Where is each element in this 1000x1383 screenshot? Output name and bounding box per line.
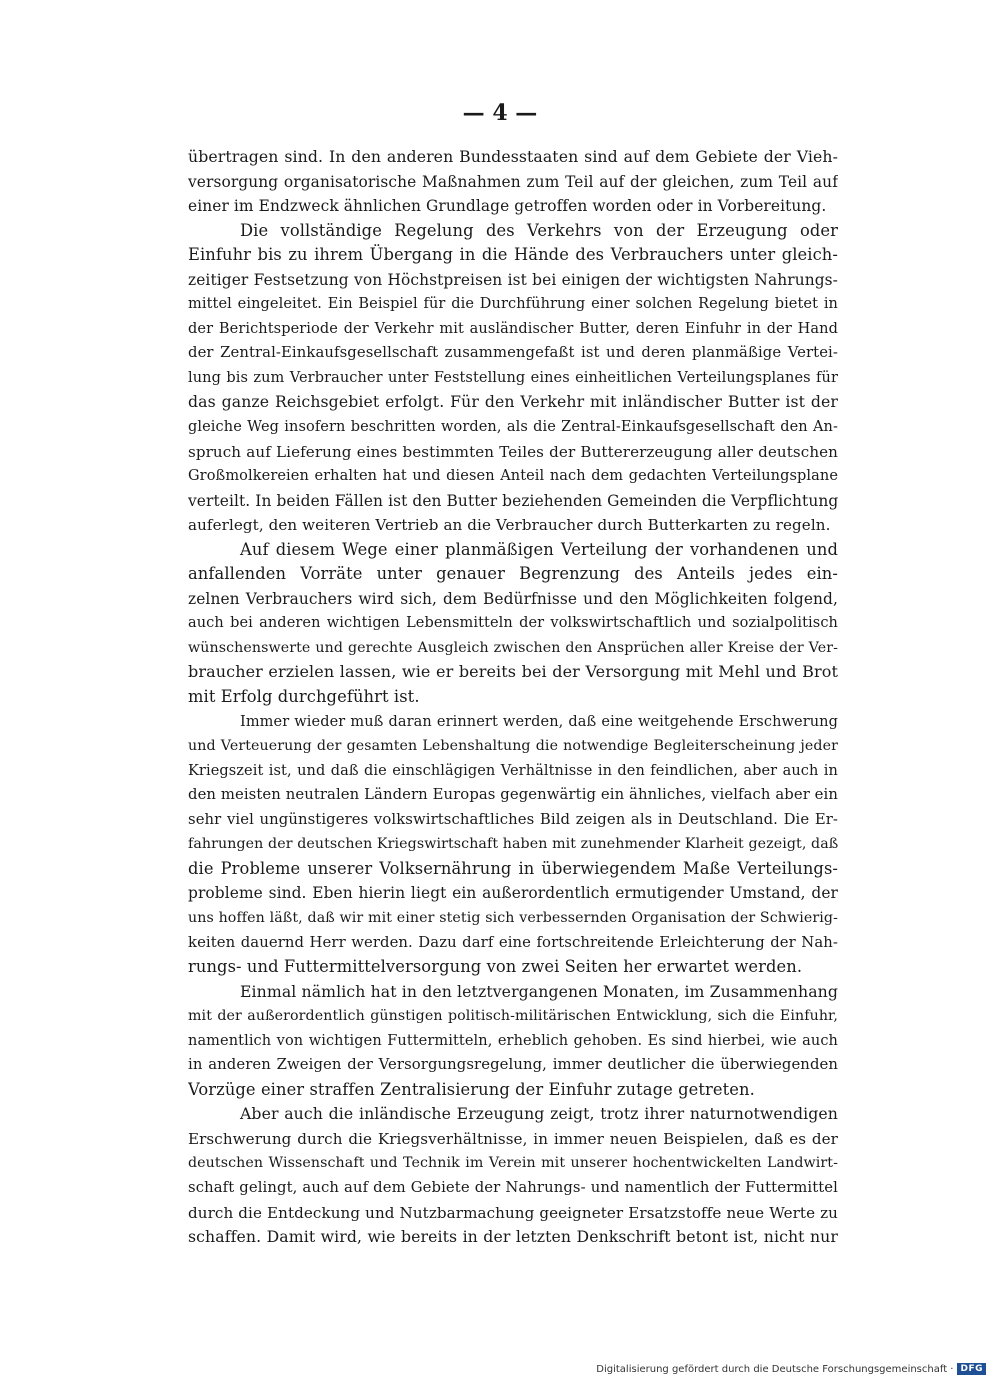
page-number: — 4 — <box>462 100 538 126</box>
text-line: mit Erfolg durchgeführt ist. <box>188 687 420 707</box>
text-line: fahrungen der deutschen Kriegswirtschaft haben mit zunehmender Klarheit gezeigt, daß <box>188 836 838 853</box>
text-line: Kriegszeit ist, und daß die einschlägigen Verhältnisse in den feindlichen, aber auch in <box>188 762 838 779</box>
text-line: Vorzüge einer straffen Zentralisierung der Einfuhr zutage getreten. <box>188 1079 755 1099</box>
text-line: durch die Entdeckung und Nutzbarmachung geeigneter Ersatzstoffe neue Werte zu <box>188 1203 838 1222</box>
text-line: keiten dauernd Herr werden. Dazu darf eine fortschreitende Erleichterung der Nah- <box>188 933 838 951</box>
text-line: übertragen sind. In den anderen Bundesstaaten sind auf dem Gebiete der Vieh- <box>188 147 838 166</box>
text-line: der Berichtsperiode der Verkehr mit ausländischer Butter, deren Einfuhr in der Hand <box>188 320 838 337</box>
text-line: Auf diesem Wege einer planmäßigen Verteilung der vorhandenen und <box>240 539 838 559</box>
body-text <box>188 145 838 1250</box>
text-line: deutschen Wissenschaft und Technik im Verein mit unserer hochentwickelten Landwirt- <box>188 1155 838 1172</box>
text-line: sehr viel ungünstigeres volkswirtschaftliches Bild zeigen als in Deutschland. Die Er- <box>188 810 838 828</box>
footer <box>596 1363 986 1375</box>
text-line: Die vollständige Regelung des Verkehrs von der Erzeugung oder <box>240 220 838 240</box>
text-line: in anderen Zweigen der Versorgungsregelung, immer deutlicher die überwiegenden <box>188 1056 838 1074</box>
text-line: schaffen. Damit wird, wie bereits in der letzten Denkschrift betont ist, nicht nur <box>188 1227 838 1247</box>
text-line: anfallenden Vorräte unter genauer Begrenzung des Anteils jedes ein- <box>188 564 838 584</box>
text-line: zeitiger Festsetzung von Höchstpreisen ist bei einigen der wichtigsten Nahrungs- <box>188 270 838 289</box>
dfg-logo: DFG <box>957 1363 986 1375</box>
text-line: braucher erzielen lassen, wie er bereits bei der Versorgung mit Mehl und Brot <box>188 662 838 682</box>
text-line: Immer wieder muß daran erinnert werden, daß eine weitgehende Erschwerung <box>240 713 838 730</box>
text-line: spruch auf Lieferung eines bestimmten Teiles der Buttererzeugung aller deutschen <box>188 442 838 461</box>
text-line: den meisten neutralen Ländern Europas gegenwärtig ein ähnliches, vielfach aber ein <box>188 786 838 804</box>
text-line: einer im Endzweck ähnlichen Grundlage getroffen worden oder in Vorbereitung. <box>188 197 827 216</box>
text-line: probleme sind. Eben hierin liegt ein außerordentlich ermutigender Umstand, der <box>188 884 838 903</box>
text-line: auch bei anderen wichtigen Lebensmitteln der volkswirtschaftlich und sozialpolitisch <box>188 615 838 632</box>
text-line: namentlich von wichtigen Futtermitteln, erheblich gehoben. Es sind hierbei, wie auch <box>188 1032 838 1049</box>
text-line: der Zentral-Einkaufsgesellschaft zusammengefaßt ist und deren planmäßige Vertei- <box>188 344 838 362</box>
text-line: lung bis zum Verbraucher unter Feststellung eines einheitlichen Verteilungsplanes für <box>188 369 838 386</box>
text-line: Großmolkereien erhalten hat und diesen Anteil nach dem gedachten Verteilungsplane <box>188 468 838 485</box>
text-line: Einmal nämlich hat in den letztvergangenen Monaten, im Zusammenhang <box>240 981 838 1001</box>
text-line: versorgung organisatorische Maßnahmen zum Teil auf der gleichen, zum Teil auf <box>188 172 838 191</box>
text-line: mittel eingeleitet. Ein Beispiel für die Durchführung einer solchen Regelung bietet in <box>188 296 838 313</box>
text-line: Aber auch die inländische Erzeugung zeigt, trotz ihrer naturnotwendigen <box>240 1104 838 1124</box>
text-line: uns hoffen läßt, daß wir mit einer stetig sich verbessernden Organisation der Schwierig- <box>188 909 838 926</box>
text-line: verteilt. In beiden Fällen ist den Butter beziehenden Gemeinden die Verpflichtung <box>188 491 838 510</box>
text-line: das ganze Reichsgebiet erfolgt. Für den Verkehr mit inländischer Butter ist der <box>188 392 838 412</box>
footer-credit: Digitalisierung gefördert durch die Deutsche Forschungsgemeinschaft · <box>596 1363 954 1375</box>
text-line: gleiche Weg insofern beschritten worden, als die Zentral-Einkaufsgesellschaft den An- <box>188 419 838 436</box>
text-line: die Probleme unserer Volksernährung in überwiegendem Maße Verteilungs- <box>188 858 838 878</box>
text-line: und Verteuerung der gesamten Lebenshaltung die notwendige Begleiterscheinung jeder <box>188 738 838 755</box>
text-line: zelnen Verbrauchers wird sich, dem Bedürfnisse und den Möglichkeiten folgend, <box>188 589 838 608</box>
text-line: schaft gelingt, auch auf dem Gebiete der Nahrungs- und namentlich der Futtermittel <box>188 1178 838 1196</box>
text-line: wünschenswerte und gerechte Ausgleich zwischen den Ansprüchen aller Kreise der Ver- <box>188 639 838 656</box>
text-line: auferlegt, den weiteren Vertrieb an die Verbraucher durch Butterkarten zu regeln. <box>188 516 831 535</box>
text-line: rungs- und Futtermittelversorgung von zwei Seiten her erwartet werden. <box>188 957 803 977</box>
text-line: Erschwerung durch die Kriegsverhältnisse, in immer neuen Beispielen, daß es der <box>188 1129 838 1148</box>
text-line: mit der außerordentlich günstigen politisch-militärischen Entwicklung, sich die Einfuhr, <box>188 1008 838 1025</box>
text-line: Einfuhr bis zu ihrem Übergang in die Hände des Verbrauchers unter gleich- <box>188 245 838 265</box>
